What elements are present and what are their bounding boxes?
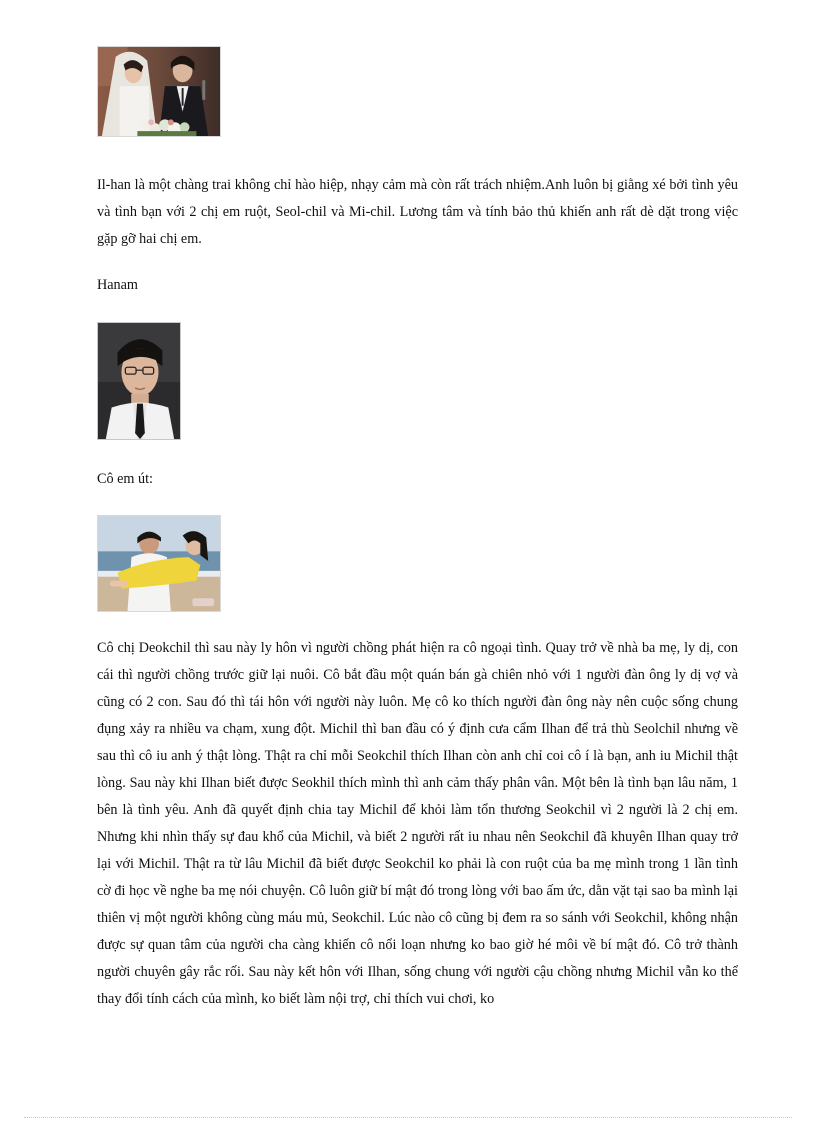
intro-paragraph: Il-han là một chàng trai không chỉ hào hiệp, nhạy cảm mà còn rất trách nhiệm.Anh luôn bị giằng xé bởi tình yêu và tình bạn với 2 chị em ruột, Seol-chil và Mi-chil. Lương tâm và tính bảo thủ khiến anh rất dè dặt trong việc gặp gỡ hai chị em. [97,177,738,247]
portrait-photo-image [98,323,180,439]
caption-co-em-ut: Cô em út: [97,471,153,487]
beach-photo [97,515,221,612]
story-paragraph: Cô chị Deokchil thì sau này ly hôn vì người chồng phát hiện ra cô ngoại tình. Quay trở về nhà ba mẹ, ly dị, con cái thì người chồng trước giữ lại nuôi. Cô bắt đầu một quán bán gà chiên nhỏ với 1 người đàn ông ly dị vợ và cũng có 2 con. Sau đó thì tái hôn với người này luôn. Mẹ cô ko thích người đàn ông này nên cuộc sống chung đụng xảy ra nhiều va chạm, xung đột. Michil thì ban đầu có ý định cưa cẩm Ilhan để trả thù Seolchil nhưng về sau thì cô iu anh ý thật lòng. Thật ra chỉ mỗi Seokchil thích Ilhan còn anh chỉ coi cô í là bạn, anh iu Michil thật lòng. Sau này khi Ilhan biết được Seokhil thích mình thì anh cảm thấy phân vân. Một bên là tình bạn lâu năm, 1 bên là tình yêu. Anh đã quyết định chia tay Michil để khỏi làm tổn thương Seokchil vì 2 người là 2 chị em. Nhưng khi nhìn thấy sự đau khổ của Michil, và biết 2 người rất iu nhau nên Seokchil đã khuyên Ilhan quay trở lại với Michil. Thật ra từ lâu Michil đã biết được Seokchil ko phải là con ruột của ba mẹ mình trong 1 lần tình cờ đi học về nghe ba mẹ nói chuyện. Cô luôn giữ bí mật đó trong lòng với bao ấm ức, dằn vặt tại sao ba mình lại thiên vị một người không cùng máu mủ, Seokchil. Lúc nào cô cũng bị đem ra so sánh với Seokchil, không nhận được sự quan tâm của người cha càng khiến cô nổi loạn nhưng ko bao giờ hé môi về bí mật đó. Cô trở thành người chuyên gây rắc rối. Sau này kết hôn với Ilhan, sống chung với người cậu chồng nhưng Michil vẫn ko thể thay đổi tính cách của mình, ko biết làm nội trợ, chỉ thích vui chơi, ko [97,640,738,1007]
wedding-photo [97,46,221,137]
wedding-photo-image [98,47,220,136]
caption-hanam: Hanam [97,277,138,293]
portrait-photo [97,322,181,440]
beach-photo-image [98,516,220,611]
page-bottom-divider [24,1117,792,1118]
